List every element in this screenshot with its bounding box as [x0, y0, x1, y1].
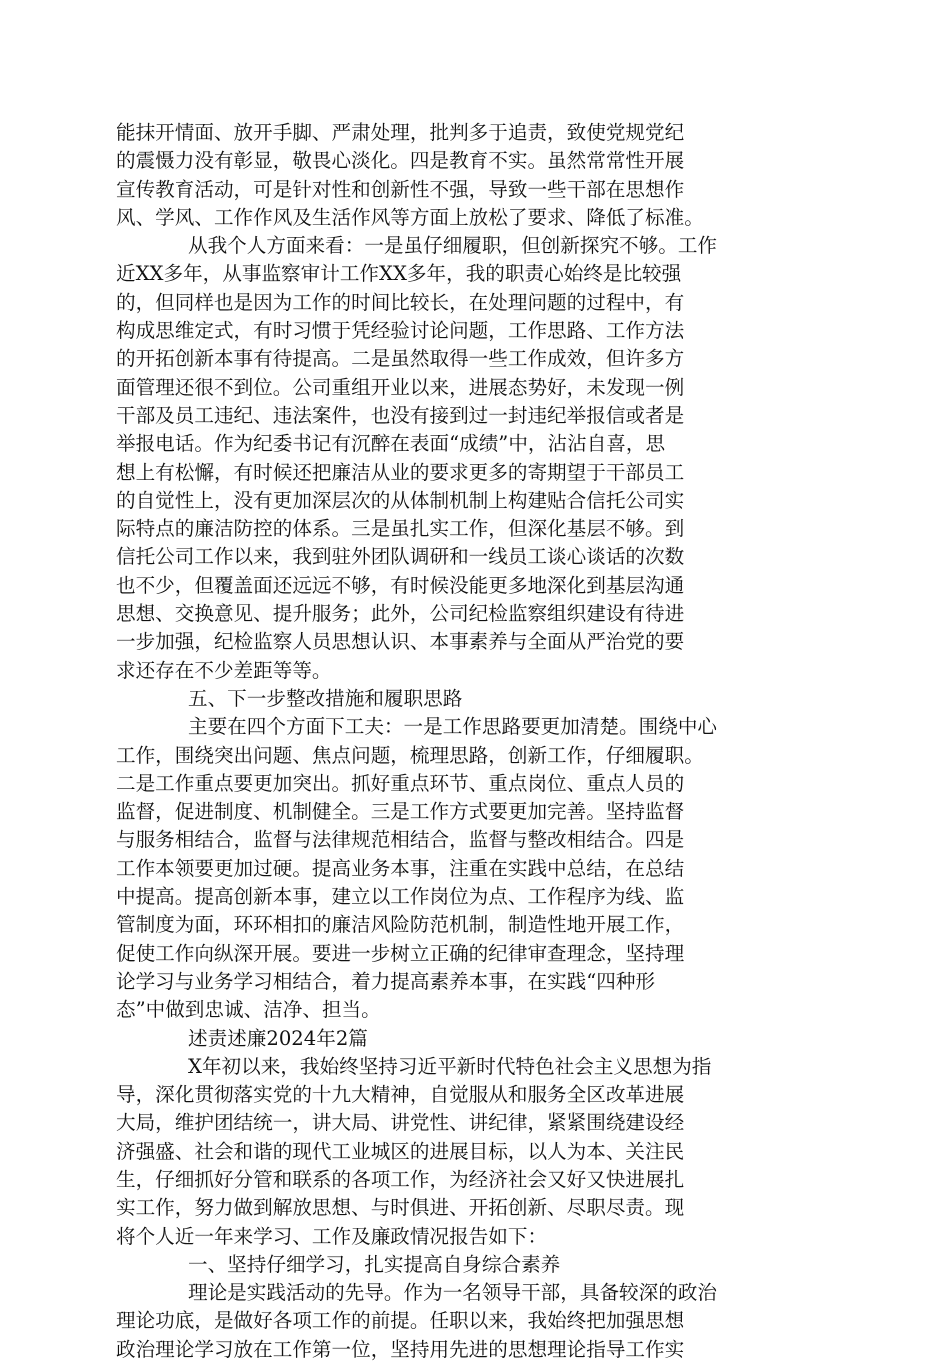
- text-line: X年初以来，我始终坚持习近平新时代特色社会主义思想为指: [188, 1054, 712, 1078]
- text-line: 信托公司工作以来，我到驻外团队调研和一线员工谈心谈话的次数: [116, 545, 685, 569]
- text-line: 一步加强，纪检监察人员思想认识、本事素养与全面从严治党的要: [116, 630, 685, 654]
- text-line: 举报电话。作为纪委书记有沉醉在表面“成绩”中，沾沾自喜，思: [116, 432, 666, 456]
- document-page: [116, 119, 836, 1364]
- text-line: 近XX多年，从事监察审计工作XX多年，我的职责心始终是比较强: [116, 262, 682, 286]
- text-line: 大局，维护团结统一，讲大局、讲党性、讲纪律，紧紧围绕建设经: [116, 1111, 685, 1135]
- text-line: 构成思维定式，有时习惯于凭经验讨论问题，工作思路、工作方法: [116, 319, 685, 343]
- paragraph-theory-study: [116, 1279, 836, 1364]
- text-line: 工作本领要更加过硬。提高业务本事，注重在实践中总结，在总结: [116, 856, 685, 880]
- text-line: 面管理还很不到位。公司重组开业以来，进展态势好，未发现一例: [116, 375, 685, 399]
- text-line: 中提高。提高创新本事，建立以工作岗位为点、工作程序为线、监: [116, 885, 685, 909]
- text-line: 也不少，但覆盖面还远远不够，有时候没能更多地深化到基层沟通: [116, 573, 685, 597]
- text-line: 监督，促进制度、机制健全。三是工作方式要更加完善。坚持监督: [116, 800, 685, 824]
- text-line: 济强盛、社会和谐的现代工业城区的进展目标，以人为本、关注民: [116, 1139, 685, 1163]
- text-line: 生，仔细抓好分管和联系的各项工作，为经济社会又好又快进展扎: [116, 1167, 685, 1191]
- text-line: 的开拓创新本事有待提高。二是虽然取得一些工作成效，但许多方: [116, 347, 685, 371]
- text-line: 宣传教育活动，可是针对性和创新性不强，导致一些干部在思想作: [116, 177, 685, 201]
- text-line: 二是工作重点要更加突出。抓好重点环节、重点岗位、重点人员的: [116, 771, 685, 795]
- paragraph-improvement-measures: [116, 713, 836, 1024]
- section-heading-study: [116, 1251, 836, 1279]
- text-line: 导，深化贯彻落实党的十九大精神，自觉服从和服务全区改革进展: [116, 1083, 685, 1107]
- text-line: 促使工作向纵深开展。要进一步树立正确的纪律审查理念，坚持理: [116, 941, 685, 965]
- paragraph-report-intro: [116, 1053, 836, 1251]
- text-line: 理论是实践活动的先导。作为一名领导干部，具备较深的政治: [188, 1281, 718, 1305]
- text-line: 政治理论学习放在工作第一位，坚持用先进的思想理论指导工作实: [116, 1337, 685, 1361]
- text-line: 实工作，努力做到解放思想、与时俱进、开拓创新、尽职尽责。现: [116, 1196, 685, 1220]
- text-line: 际特点的廉洁防控的体系。三是虽扎实工作，但深化基层不够。到: [116, 517, 685, 541]
- text-line: 态”中做到忠诚、洁净、担当。: [116, 998, 381, 1022]
- paragraph-discipline-issues: [116, 119, 836, 232]
- paragraph-personal-issues: [116, 232, 836, 685]
- text-line: 能抹开情面、放开手脚、严肃处理，批判多于追责，致使党规党纪: [116, 121, 685, 144]
- text-line: 的震慑力没有彰显，敬畏心淡化。四是教育不实。虽然常常性开展: [116, 149, 685, 173]
- document-title-second: [116, 1025, 836, 1053]
- section-heading: 一、坚持仔细学习，扎实提高自身综合素养: [188, 1252, 561, 1276]
- text-line: 求还存在不少差距等等。: [116, 658, 332, 682]
- document-title: 述责述廉2024年2篇: [188, 1026, 368, 1050]
- text-line: 思想、交换意见、提升服务；此外，公司纪检监察组织建设有待进: [116, 602, 685, 626]
- text-line: 管制度为面，环环相扣的廉洁风险防范机制，制造性地开展工作，: [116, 913, 685, 937]
- text-line: 论学习与业务学习相结合，着力提高素养本事，在实践“四种形: [116, 969, 656, 993]
- text-line: 工作，围绕突出问题、焦点问题，梳理思路，创新工作，仔细履职。: [116, 743, 704, 767]
- text-line: 将个人近一年来学习、工作及廉政情况报告如下：: [116, 1224, 548, 1248]
- section-heading-next-steps: [116, 685, 836, 713]
- section-heading: 五、下一步整改措施和履职思路: [188, 686, 463, 710]
- text-line: 的自觉性上，没有更加深层次的从体制机制上构建贴合信托公司实: [116, 488, 685, 512]
- text-line: 与服务相结合，监督与法律规范相结合，监督与整改相结合。四是: [116, 828, 685, 852]
- text-line: 风、学风、工作作风及生活作风等方面上放松了要求、降低了标准。: [116, 205, 704, 229]
- text-line: 干部及员工违纪、违法案件，也没有接到过一封违纪举报信或者是: [116, 403, 685, 427]
- text-line: 主要在四个方面下工夫：一是工作思路要更加清楚。围绕中心: [188, 715, 718, 739]
- text-line: 的，但同样也是因为工作的时间比较长，在处理问题的过程中，有: [116, 290, 685, 314]
- text-line: 想上有松懈，有时候还把廉洁从业的要求更多的寄期望于干部员工: [116, 460, 685, 484]
- text-line: 理论功底，是做好各项工作的前提。任职以来，我始终把加强思想: [116, 1309, 685, 1333]
- text-line: 从我个人方面来看：一是虽仔细履职，但创新探究不够。工作: [188, 234, 718, 258]
